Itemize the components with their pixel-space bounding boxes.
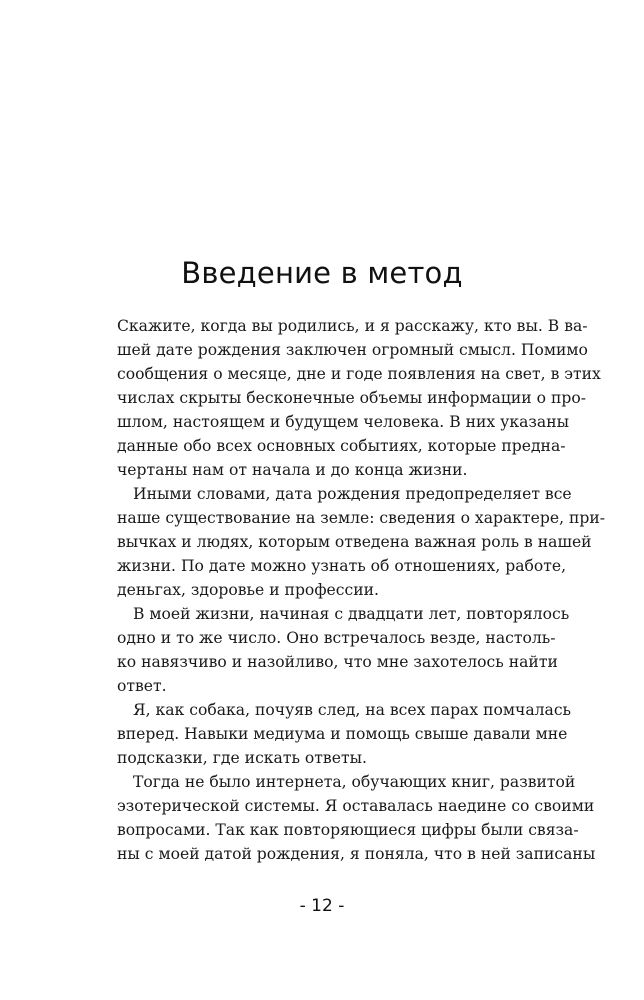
text-line: вперед. Навыки медиума и помощь свыше давали мне xyxy=(117,725,568,743)
text-line: эзотерической системы. Я оставалась наедине со своими xyxy=(117,797,595,815)
paragraph xyxy=(117,602,570,698)
paragraph xyxy=(117,698,572,770)
text-line: Иными словами, дата рождения предопределяет все xyxy=(133,485,572,503)
text-line: сообщения о месяце, дне и годе появления на свет, в этих xyxy=(117,365,601,383)
text-line: шей дате рождения заключен огромный смысл. Помимо xyxy=(117,341,588,359)
paragraph xyxy=(117,770,596,866)
text-line: В моей жизни, начиная с двадцати лет, повторялось xyxy=(133,605,570,623)
text-line: данные обо всех основных событиях, которые предна- xyxy=(117,437,566,455)
text-line: ны с моей датой рождения, я поняла, что в ней записаны xyxy=(117,845,596,863)
text-line: ко навязчиво и назойливо, что мне захотелось найти xyxy=(117,653,558,671)
text-line: подсказки, где искать ответы. xyxy=(117,749,367,767)
text-line: одно и то же число. Оно встречалось везде, настоль- xyxy=(117,629,556,647)
text-line: наше существование на земле: сведения о характере, при- xyxy=(117,509,606,527)
page-number: - 12 - xyxy=(299,896,345,916)
text-line: вычках и людях, которым отведена важная роль в нашей xyxy=(117,533,592,551)
text-line: жизни. По дате можно узнать об отношениях, работе, xyxy=(117,557,567,575)
text-line: деньгах, здоровье и профессии. xyxy=(117,581,379,599)
text-line: Тогда не было интернета, обучающих книг, развитой xyxy=(133,773,576,791)
text-line: шлом, настоящем и будущем человека. В них указаны xyxy=(117,413,569,431)
paragraph xyxy=(117,482,606,602)
text-line: числах скрыты бесконечные объемы информации о про- xyxy=(117,389,587,407)
text-line: Я, как собака, почуяв след, на всех парах помчалась xyxy=(133,701,572,719)
text-line: вопросами. Так как повторяющиеся цифры были связа- xyxy=(117,821,579,839)
chapter-title: Введение в метод xyxy=(181,256,463,291)
text-line: чертаны нам от начала и до конца жизни. xyxy=(117,461,468,479)
text-line: ответ. xyxy=(117,677,167,695)
body-text xyxy=(117,314,606,866)
paragraph xyxy=(117,314,601,482)
text-line: Скажите, когда вы родились, и я расскажу, кто вы. В ва- xyxy=(117,317,588,335)
